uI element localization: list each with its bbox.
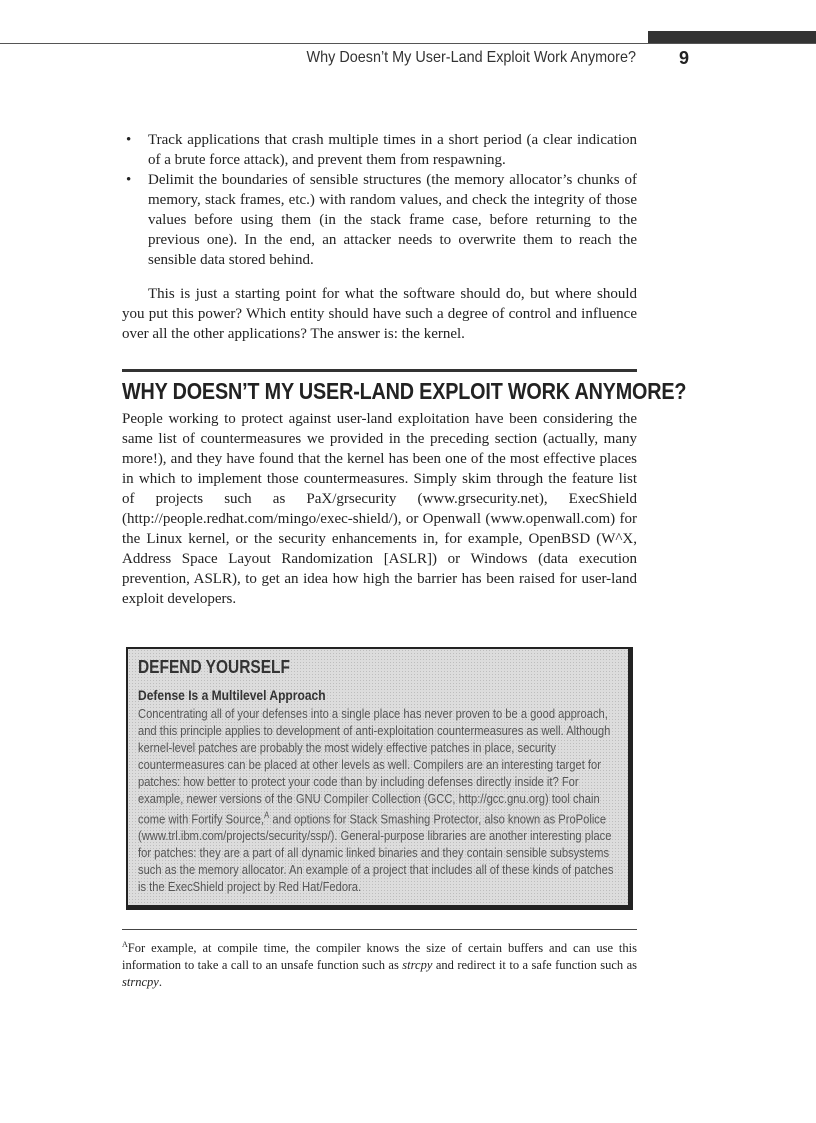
sidebar-subtitle: Defense Is a Multilevel Approach [138,687,326,703]
footnote-text-part3: . [158,975,162,990]
footnote-term-strcpy: strcpy [402,958,433,973]
intro-paragraph: This is just a starting point for what the software should do, but where should you put this power? Which entity should have such a degree of control and influence over all the other applications? The answer is: the kernel. [122,286,637,342]
footnote-text-part1: For example, at compile time, the compiler knows the size of certain buffers and can use this information to take a call to an unsafe function such as [122,941,637,973]
page-number: 9 [679,48,690,68]
footnote-term-strncpy: strncpy [122,975,159,990]
section-paragraph: People working to protect against user-land exploitation have been considering the same list of countermeasures we provided in the preceding section (actually, many more!), and they have found that the kernel has been one of the most effective places in which to implement those countermeasures. Simply skim through the feature list of projects such as PaX/grsecurity (www.grsecurity.net), ExecShield (http://people.redhat.com/mingo/exec-shield/), or Openwall (www.openwall.com) for the Linux kernel, or the security enhancements in, for example, OpenBSD (W^X, Address Space Layout Randomization [ASLR]) or Windows (data execution prevention, ASLR), to get an idea how high the barrier has been raised for user-land exploit developers. [122,411,637,607]
section-heading: WHY DOESN’T MY USER-LAND EXPLOIT WORK ANYMORE? [122,378,687,404]
footnote-rule [122,929,637,930]
footnote [122,936,637,991]
sidebar-title: DEFEND YOURSELF [138,657,290,677]
defend-yourself-sidebar [126,647,633,910]
sidebar-body-part1: Concentrating all of your defenses into a single place has never proven to be a good approach, and this principle applies to development of anti-exploitation countermeasures as well. Although kernel-level patches are probably the most widely effective patches in place, security countermeasures can be placed at other levels as well. Compilers are an interesting target for patches: how better to protect your code than by including defenses directly inside it? For example, newer versions of the GNU Compiler Collection (GCC, http://gcc.gnu.org) tool chain come with Fortify Source, [138,706,611,827]
sidebar-body [138,705,620,895]
bullet-item: • Delimit the boundaries of sensible structures (the memory allocator’s chunks of memory, stack frames, etc.) with random values, and check the integrity of those values before using them (in the stack frame case, before returning to the previous one). In the end, an attacker needs to overwrite them to reach the sensible data stored behind. [122,170,637,270]
sidebar-body-part2: and options for Stack Smashing Protector, also known as ProPolice (www.trl.ibm.com/projects/security/ssp/). General-purpose libraries are another interesting place for patches: they are a part of all dynamic linked binaries and they contain sensible subsystems such as the memory allocator. An example of a project that includes all of these kinds of patches is the ExecShield project by Red Hat/Fedora. [138,811,614,895]
footnote-marker: A [122,940,128,949]
section-rule [122,369,637,372]
header-rule [0,43,816,44]
bullet-item: • Track applications that crash multiple times in a short period (a clear indication of a brute force attack), and prevent them from respawning. [122,130,637,170]
running-title: Why Doesn’t My User-Land Exploit Work Anymore? [306,49,636,66]
bullet-list [122,130,637,270]
sidebar-footnote-marker: A [264,810,270,820]
footnote-text-part2: and redirect it to a safe function such as [432,958,637,973]
